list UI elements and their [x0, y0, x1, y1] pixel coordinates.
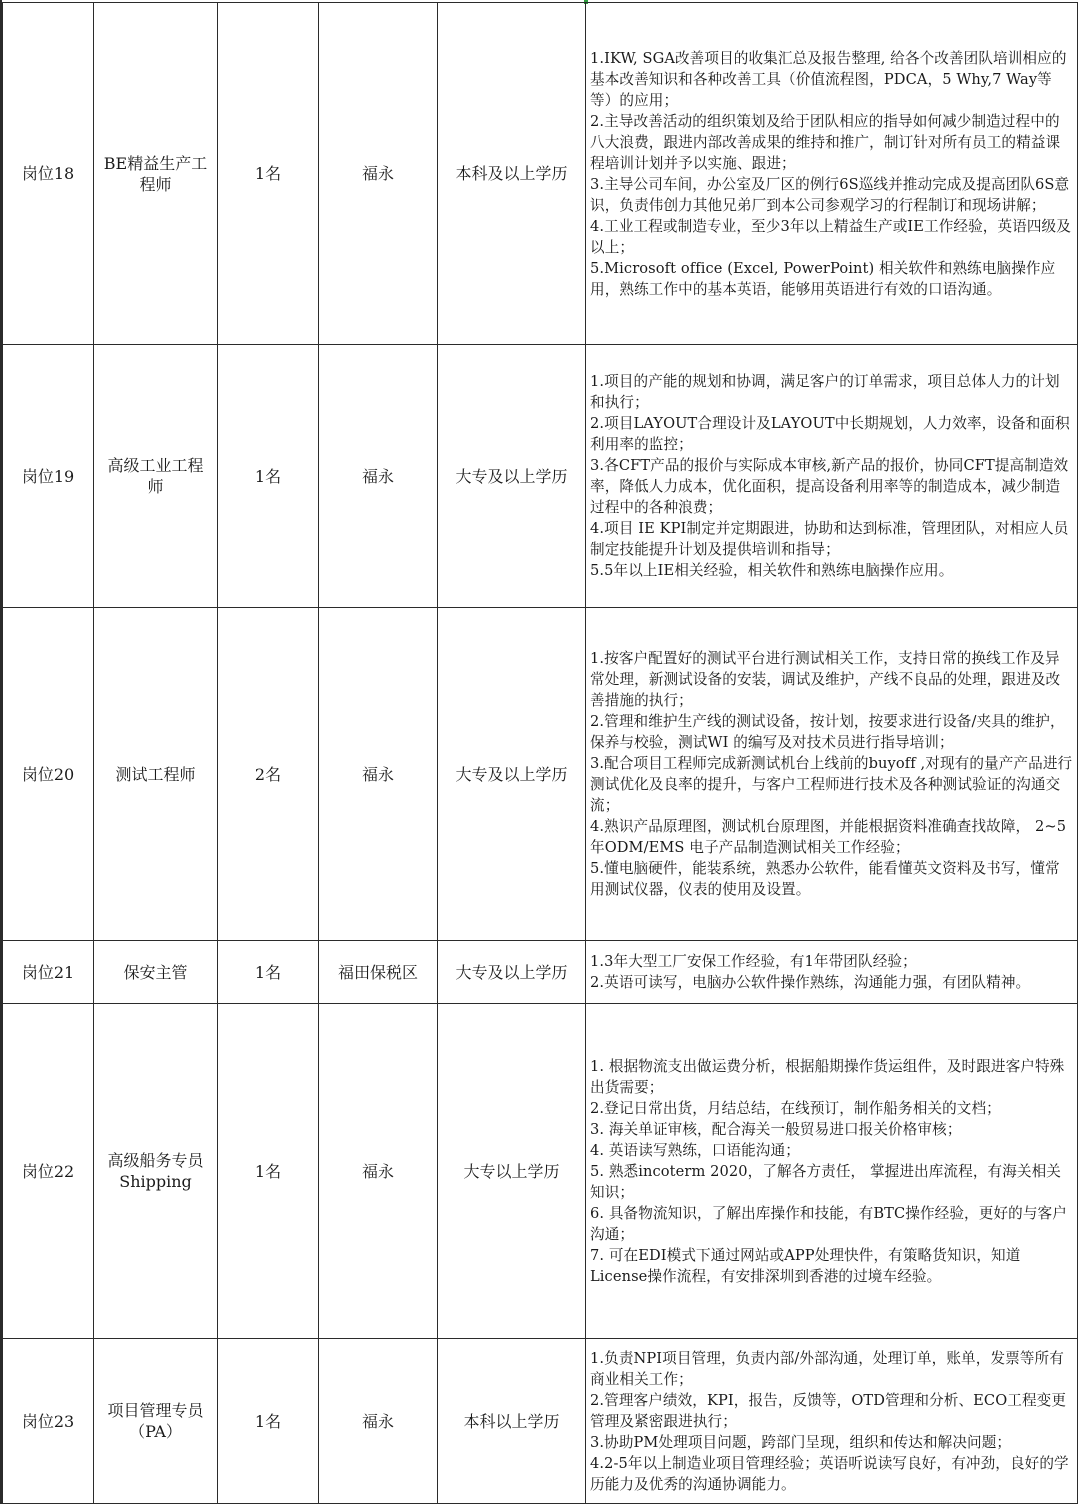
requirement-line: 4.工业工程或制造专业，至少3年以上精益生产或IE工作经验，英语四级及以上；	[590, 217, 1071, 256]
requirement-line: 1.按客户配置好的测试平台进行测试相关工作，支持日常的换线工作及异常处理，新测试设备的安装，调试及维护，产线不良品的处理，跟进及改善措施的执行；	[590, 650, 1061, 709]
education-requirement: 本科以上学历	[438, 1339, 586, 1504]
position-id: 岗位23	[3, 1339, 94, 1504]
headcount: 1名	[218, 1004, 319, 1339]
work-location: 福永	[319, 1339, 438, 1504]
position-title-text: 高级船务专员Shipping	[107, 1151, 204, 1191]
requirement-line: 6. 具备物流知识，了解出库操作和技能，有BTC操作经验，更好的与客户沟通；	[590, 1204, 1067, 1243]
requirement-line: 3.主导公司车间，办公室及厂区的例行6S巡线并推动完成及提高团队6S意识，负责伟创力其他兄弟厂到本公司参观学习的行程制订和现场讲解；	[590, 175, 1070, 214]
position-title-text: 项目管理专员（PA）	[107, 1401, 204, 1441]
position-title	[94, 608, 218, 941]
requirement-line: 3.配合项目工程师完成新测试机台上线前的buyoff ,对现有的量产产品进行测试优化及良率的提升，与客户工程师进行技术及各种测试验证的沟通交流；	[590, 755, 1073, 814]
requirement-line: 2.管理客户绩效，KPI，报告，反馈等，OTD管理和分析、ECO工程变更管理及紧密跟进执行；	[590, 1391, 1067, 1430]
job-requirements	[586, 1339, 1078, 1504]
requirement-line: 5.懂电脑硬件，能装系统，熟悉办公软件，能看懂英文资料及书写，懂常用测试仪器，仪表的使用及设置。	[590, 860, 1060, 898]
job-requirements	[586, 941, 1078, 1004]
requirement-line: 5. 熟悉incoterm 2020，了解各方责任， 掌握进出库流程，有海关相关知识；	[590, 1162, 1061, 1201]
headcount: 1名	[218, 941, 319, 1004]
headcount: 1名	[218, 3, 319, 345]
requirement-line: 1. 根据物流支出做运费分析，根据船期操作货运组件，及时跟进客户特殊出货需要；	[590, 1057, 1065, 1096]
work-location: 福永	[319, 345, 438, 608]
table-row	[3, 3, 1078, 345]
position-title	[94, 1004, 218, 1339]
job-requirements	[586, 3, 1078, 345]
requirement-line: 5.5年以上IE相关经验，相关软件和熟练电脑操作应用。	[590, 562, 954, 579]
headcount: 1名	[218, 1339, 319, 1504]
education-requirement: 大专及以上学历	[438, 941, 586, 1004]
requirement-line: 2.主导改善活动的组织策划及给于团队相应的指导如何减少制造过程中的八大浪费，跟进内部改善成果的维持和推广，制订针对所有员工的精益课程培训计划并予以实施、跟进；	[590, 112, 1061, 172]
table-row	[3, 941, 1078, 1004]
position-title	[94, 1339, 218, 1504]
requirement-line: 2.管理和维护生产线的测试设备，按计划，按要求进行设备/夹具的维护，保养与校验，测试WI 的编写及对技术员进行指导培训；	[590, 713, 1065, 751]
requirement-line: 1.负责NPI项目管理，负责内部/外部沟通，处理订单，账单，发票等所有商业相关工作；	[590, 1349, 1064, 1388]
requirement-line: 3. 海关单证审核，配合海关一般贸易进口报关价格审核；	[590, 1120, 962, 1138]
job-requirements	[586, 345, 1078, 608]
requirement-line: 2.登记日常出货，月结总结，在线预订，制作船务相关的文档；	[590, 1099, 1001, 1117]
work-location: 福永	[319, 3, 438, 345]
headcount: 1名	[218, 345, 319, 608]
job-requirements	[586, 1004, 1078, 1339]
requirement-line: 7. 可在EDI模式下通过网站或APP处理快件，有策略货知识，知道License操作流程，有安排深圳到香港的过境车经验。	[590, 1246, 1021, 1285]
headcount: 2名	[218, 608, 319, 941]
position-title	[94, 3, 218, 345]
requirement-line: 4. 英语读写熟练，口语能沟通；	[590, 1141, 800, 1159]
requirement-line: 4.2-5年以上制造业项目管理经验；英语听说读写良好，有冲劲，良好的学历能力及优秀的沟通协调能力。	[590, 1454, 1069, 1493]
job-requirements	[586, 608, 1078, 941]
position-title-text: 保安主管	[123, 962, 188, 982]
requirement-line: 4.熟识产品原理图，测试机台原理图，并能根据资料准确查找故障， 2~5年ODM/EMS 电子产品制造测试相关工作经验；	[590, 818, 1067, 856]
requirement-line: 3.协助PM处理项目问题，跨部门呈现，组织和传达和解决问题；	[590, 1433, 1012, 1451]
work-location: 福永	[319, 1004, 438, 1339]
education-requirement: 本科及以上学历	[438, 3, 586, 345]
requirement-line: 3.各CFT产品的报价与实际成本审核,新产品的报价，协同CFT提高制造效率，降低人力成本，优化面积，提高设备利用率等的制造成本，减少制造过程中的各种浪费；	[590, 457, 1069, 516]
position-title	[94, 941, 218, 1004]
position-id: 岗位19	[3, 345, 94, 608]
table-row	[3, 1004, 1078, 1339]
position-id: 岗位18	[3, 3, 94, 345]
requirement-line: 1.IKW, SGA改善项目的收集汇总及报告整理, 给各个改善团队培训相应的基本改善知识和各种改善工具（价值流程图，PDCA，5 Why,7 Way等等）的应用；	[590, 49, 1067, 109]
requirement-line: 1.3年大型工厂安保工作经验，有1年带团队经验；	[590, 953, 917, 970]
requirement-line: 5.Microsoft office (Excel, PowerPoint) 相关软件和熟练电脑操作应用，熟练工作中的基本英语，能够用英语进行有效的口语沟通。	[590, 259, 1056, 298]
table-row	[3, 1339, 1078, 1504]
requirement-line: 2.项目LAYOUT合理设计及LAYOUT中长期规划，人力效率，设备和面积利用率的监控；	[590, 415, 1070, 453]
education-requirement: 大专及以上学历	[438, 345, 586, 608]
requirement-line: 4.项目 IE KPI制定并定期跟进，协助和达到标准，管理团队，对相应人员制定技能提升计划及提供培训和指导；	[590, 520, 1069, 558]
position-title-text: BE精益生产工程师	[103, 153, 208, 194]
work-location: 福田保税区	[319, 941, 438, 1004]
position-id: 岗位21	[3, 941, 94, 1004]
position-id: 岗位22	[3, 1004, 94, 1339]
work-location: 福永	[319, 608, 438, 941]
education-requirement: 大专以上学历	[438, 1004, 586, 1339]
position-title	[94, 345, 218, 608]
requirement-line: 1.项目的产能的规划和协调，满足客户的订单需求，项目总体人力的计划和执行；	[590, 373, 1060, 411]
job-listing-table	[2, 2, 1078, 1504]
position-title-text: 高级工业工程师	[107, 456, 204, 496]
requirement-line: 2.英语可读写，电脑办公软件操作熟练，沟通能力强，有团队精神。	[590, 974, 1031, 991]
position-title-text: 测试工程师	[115, 764, 196, 784]
education-requirement: 大专及以上学历	[438, 608, 586, 941]
table-row	[3, 608, 1078, 941]
position-id: 岗位20	[3, 608, 94, 941]
table-row	[3, 345, 1078, 608]
